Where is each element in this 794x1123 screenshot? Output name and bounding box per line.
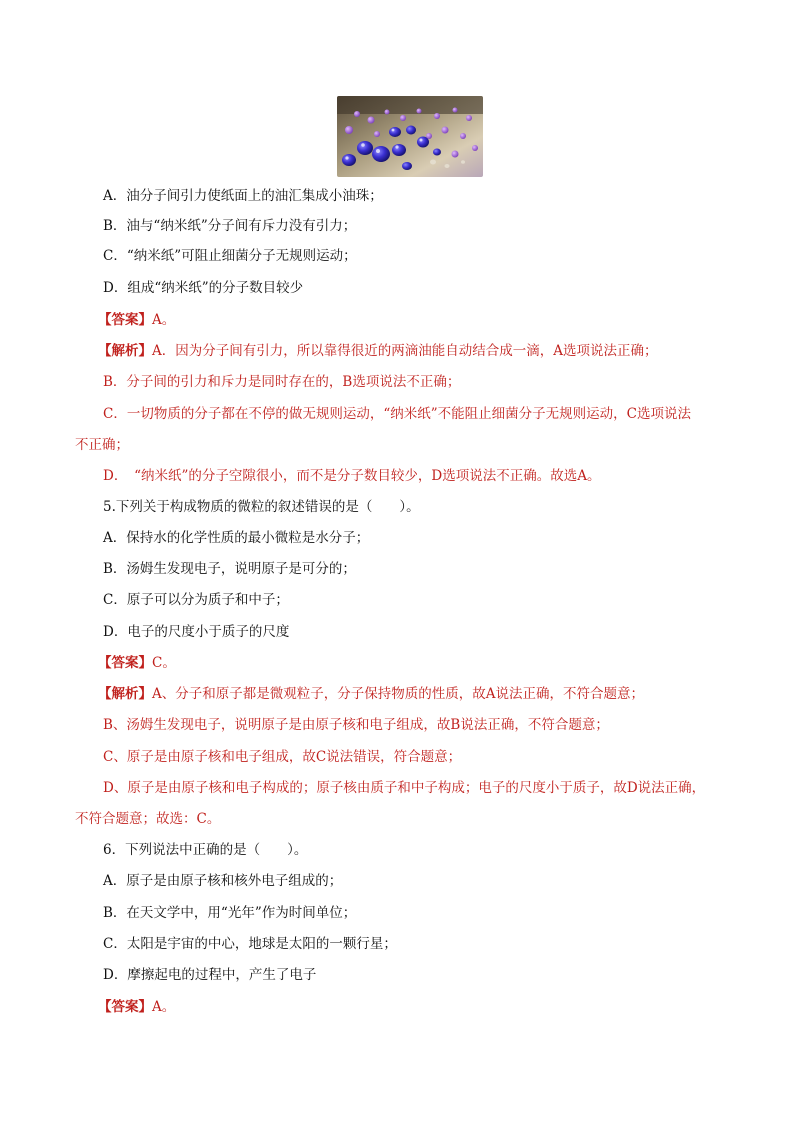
q5-question: 5.下列关于构成物质的微粒的叙述错误的是（ ）。 <box>103 499 420 515</box>
answer-value: C。 <box>152 655 176 671</box>
q5-option-a: A．保持水的化学性质的最小微粒是水分子； <box>103 530 370 546</box>
answer-value: A。 <box>152 312 176 328</box>
q4-analysis-line-2: B．分子间的引力和斥力是同时存在的，B选项说法不正确； <box>103 374 461 390</box>
answer-value: A。 <box>152 999 176 1015</box>
q5-option-c: C．原子可以分为质子和中子； <box>103 592 289 608</box>
q6-answer <box>98 997 175 1017</box>
q4-option-a: A．油分子间引力使纸面上的油汇集成小油珠； <box>103 188 383 204</box>
q5-analysis-line-1 <box>98 684 644 704</box>
q6-option-c: C．太阳是宇宙的中心，地球是太阳的一颗行星； <box>103 936 397 952</box>
nano-paper-droplets-photo <box>337 96 483 177</box>
answer-label: 【答案】 <box>98 999 152 1015</box>
analysis-label: 【解析】 <box>98 686 152 702</box>
q5-answer <box>98 653 176 673</box>
q4-analysis-line-5: D． “纳米纸”的分子空隙很小，而不是分子数目较少，D选项说法不正确。故选A。 <box>103 468 601 484</box>
q5-option-b: B．汤姆生发现电子，说明原子是可分的； <box>103 561 356 577</box>
q5-option-d: D．电子的尺度小于质子的尺度 <box>103 624 290 640</box>
q6-option-d: D．摩擦起电的过程中，产生了电子 <box>103 967 317 983</box>
analysis-text: A．因为分子间有引力，所以靠得很近的两滴油能自动结合成一滴，A选项说法正确； <box>152 343 658 359</box>
q4-analysis-line-4: 不正确； <box>75 437 129 453</box>
q5-analysis-line-3: C、原子是由原子核和电子组成，故C说法错误，符合题意； <box>103 749 462 765</box>
analysis-text: A、分子和原子都是微观粒子，分子保持物质的性质，故A说法正确，不符合题意； <box>152 686 644 702</box>
q6-question: 6．下列说法中正确的是（ ）。 <box>103 842 308 858</box>
q5-analysis-line-5: 不符合题意；故选：C。 <box>75 811 221 827</box>
q4-option-c: C．“纳米纸”可阻止细菌分子无规则运动； <box>103 248 357 264</box>
q5-analysis-line-4: D、原子是由原子核和电子构成的；原子核由质子和中子构成；电子的尺度小于质子，故D说法正确， <box>103 780 706 796</box>
q6-option-b: B．在天文学中，用“光年”作为时间单位； <box>103 905 357 921</box>
q4-option-d: D．组成“纳米纸”的分子数目较少 <box>103 280 304 296</box>
answer-label: 【答案】 <box>98 312 152 328</box>
analysis-label: 【解析】 <box>98 343 152 359</box>
q4-answer <box>98 310 175 330</box>
q6-option-a: A．原子是由原子核和核外电子组成的； <box>103 873 343 889</box>
q4-analysis-line-1 <box>98 341 658 361</box>
q4-analysis-line-3: C．一切物质的分子都在不停的做无规则运动，“纳米纸”不能阻止细菌分子无规则运动，C选项说法 <box>103 406 691 422</box>
q4-option-b: B．油与“纳米纸”分子间有斥力没有引力； <box>103 218 357 234</box>
droplets-image <box>337 96 483 177</box>
answer-label: 【答案】 <box>98 655 152 671</box>
q5-analysis-line-2: B、汤姆生发现电子，说明原子是由原子核和电子组成，故B说法正确，不符合题意； <box>103 717 609 733</box>
